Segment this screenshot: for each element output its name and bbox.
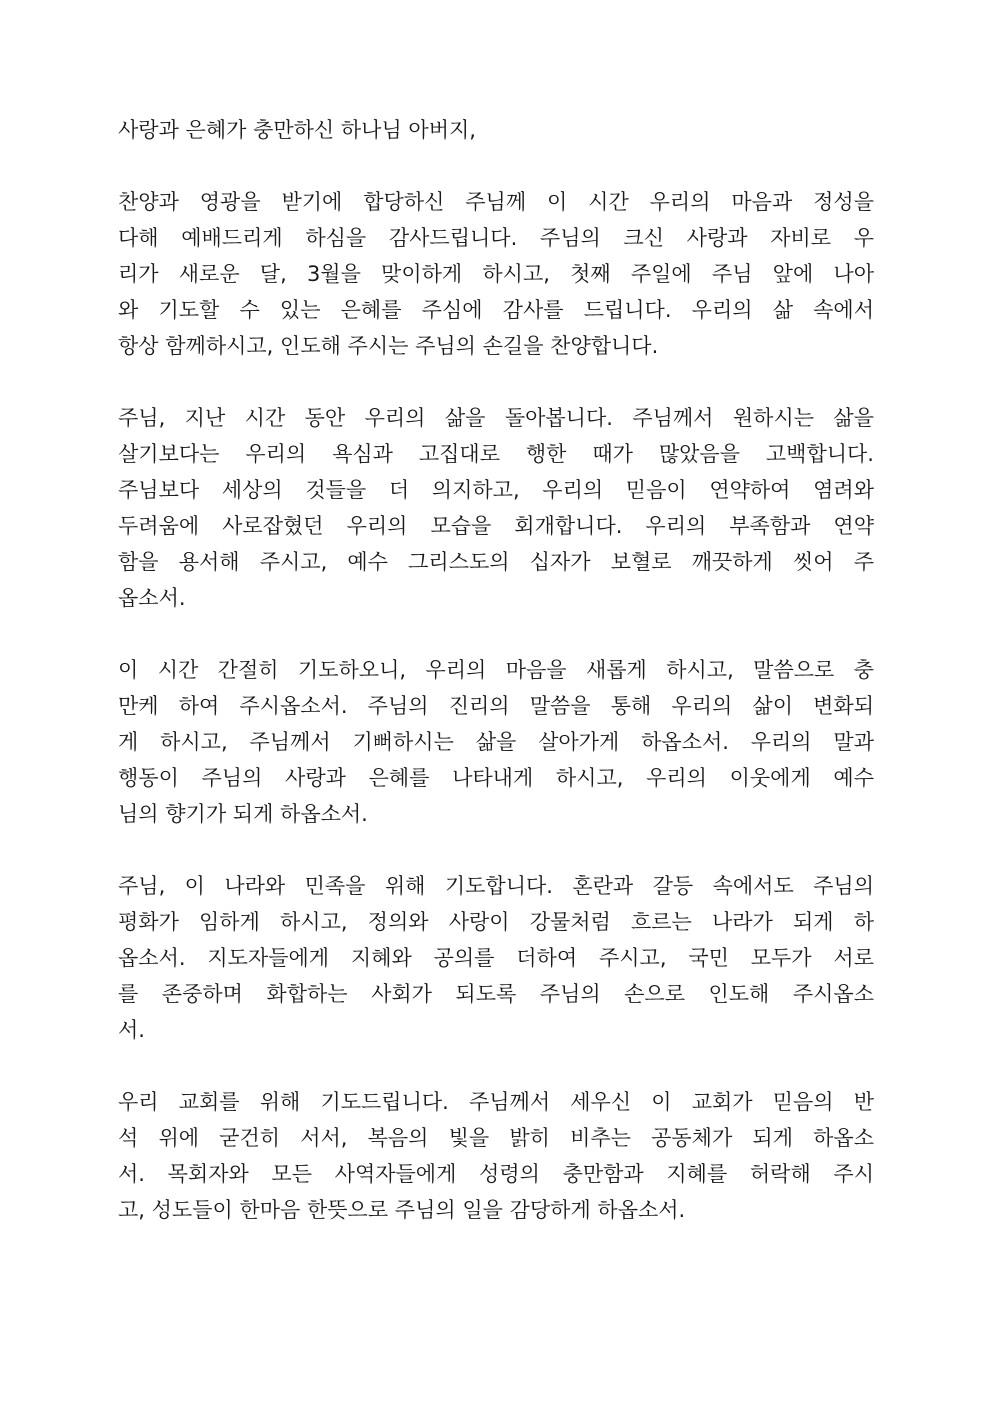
- text-line: 만케 하여 주시옵소서. 주님의 진리의 말씀을 통해 우리의 삶이 변화되: [118, 694, 874, 718]
- text-line: 살기보다는 우리의 욕심과 고집대로 행한 때가 많았음을 고백합니다.: [118, 442, 874, 466]
- text-line: 주님, 지난 시간 동안 우리의 삶을 돌아봅니다. 주님께서 원하시는 삶을: [118, 406, 874, 430]
- text-line: 서.: [118, 1018, 145, 1042]
- text-line: 평화가 임하게 하시고, 정의와 사랑이 강물처럼 흐르는 나라가 되게 하: [118, 910, 874, 934]
- text-line: 주님, 이 나라와 민족을 위해 기도합니다. 혼란과 갈등 속에서도 주님의: [118, 874, 874, 898]
- text-line: 서. 목회자와 모든 사역자들에게 성령의 충만함과 지혜를 허락해 주시: [118, 1162, 874, 1186]
- text-line: 리가 새로운 달, 3월을 맞이하게 하시고, 첫째 주일에 주님 앞에 나아: [118, 262, 874, 286]
- paragraph-church: [118, 1084, 874, 1228]
- text-line: 옵소서. 지도자들에게 지혜와 공의를 더하여 주시고, 국민 모두가 서로: [118, 946, 874, 970]
- text-line: 찬양과 영광을 받기에 합당하신 주님께 이 시간 우리의 마음과 정성을: [118, 190, 874, 214]
- text-line: 항상 함께하시고, 인도해 주시는 주님의 손길을 찬양합니다.: [118, 334, 659, 358]
- text-line: 님의 향기가 되게 하옵소서.: [118, 802, 368, 826]
- text-line: 고, 성도들이 한마음 한뜻으로 주님의 일을 감당하게 하옵소서.: [118, 1198, 686, 1222]
- text-line: 석 위에 굳건히 서서, 복음의 빛을 밝히 비추는 공동체가 되게 하옵소: [118, 1126, 874, 1150]
- text-line: 옵소서.: [118, 586, 186, 610]
- prayer-text: [118, 112, 874, 1228]
- text-line: 우리 교회를 위해 기도드립니다. 주님께서 세우신 이 교회가 믿음의 반: [118, 1090, 874, 1114]
- text-line: 를 존중하며 화합하는 사회가 되도록 주님의 손으로 인도해 주시옵소: [118, 982, 874, 1006]
- text-line: 함을 용서해 주시고, 예수 그리스도의 십자가 보혈로 깨끗하게 씻어 주: [118, 550, 874, 574]
- text-line: 와 기도할 수 있는 은혜를 주심에 감사를 드립니다. 우리의 삶 속에서: [118, 298, 874, 322]
- paragraph-renewal: [118, 652, 874, 832]
- text-line: 행동이 주님의 사랑과 은혜를 나타내게 하시고, 우리의 이웃에게 예수: [118, 766, 874, 790]
- text-line: 게 하시고, 주님께서 기뻐하시는 삶을 살아가게 하옵소서. 우리의 말과: [118, 730, 874, 754]
- text-line: 주님보다 세상의 것들을 더 의지하고, 우리의 믿음이 연약하여 염려와: [118, 478, 874, 502]
- paragraph-nation: [118, 868, 874, 1048]
- text-line: 두려움에 사로잡혔던 우리의 모습을 회개합니다. 우리의 부족함과 연약: [118, 514, 874, 538]
- text-line: 다해 예배드리게 하심을 감사드립니다. 주님의 크신 사랑과 자비로 우: [118, 226, 874, 250]
- paragraph-opening: [118, 112, 874, 148]
- text-line: 사랑과 은혜가 충만하신 하나님 아버지,: [118, 118, 476, 142]
- paragraph-thanksgiving: [118, 184, 874, 364]
- text-line: 이 시간 간절히 기도하오니, 우리의 마음을 새롭게 하시고, 말씀으로 충: [118, 658, 874, 682]
- paragraph-confession: [118, 400, 874, 616]
